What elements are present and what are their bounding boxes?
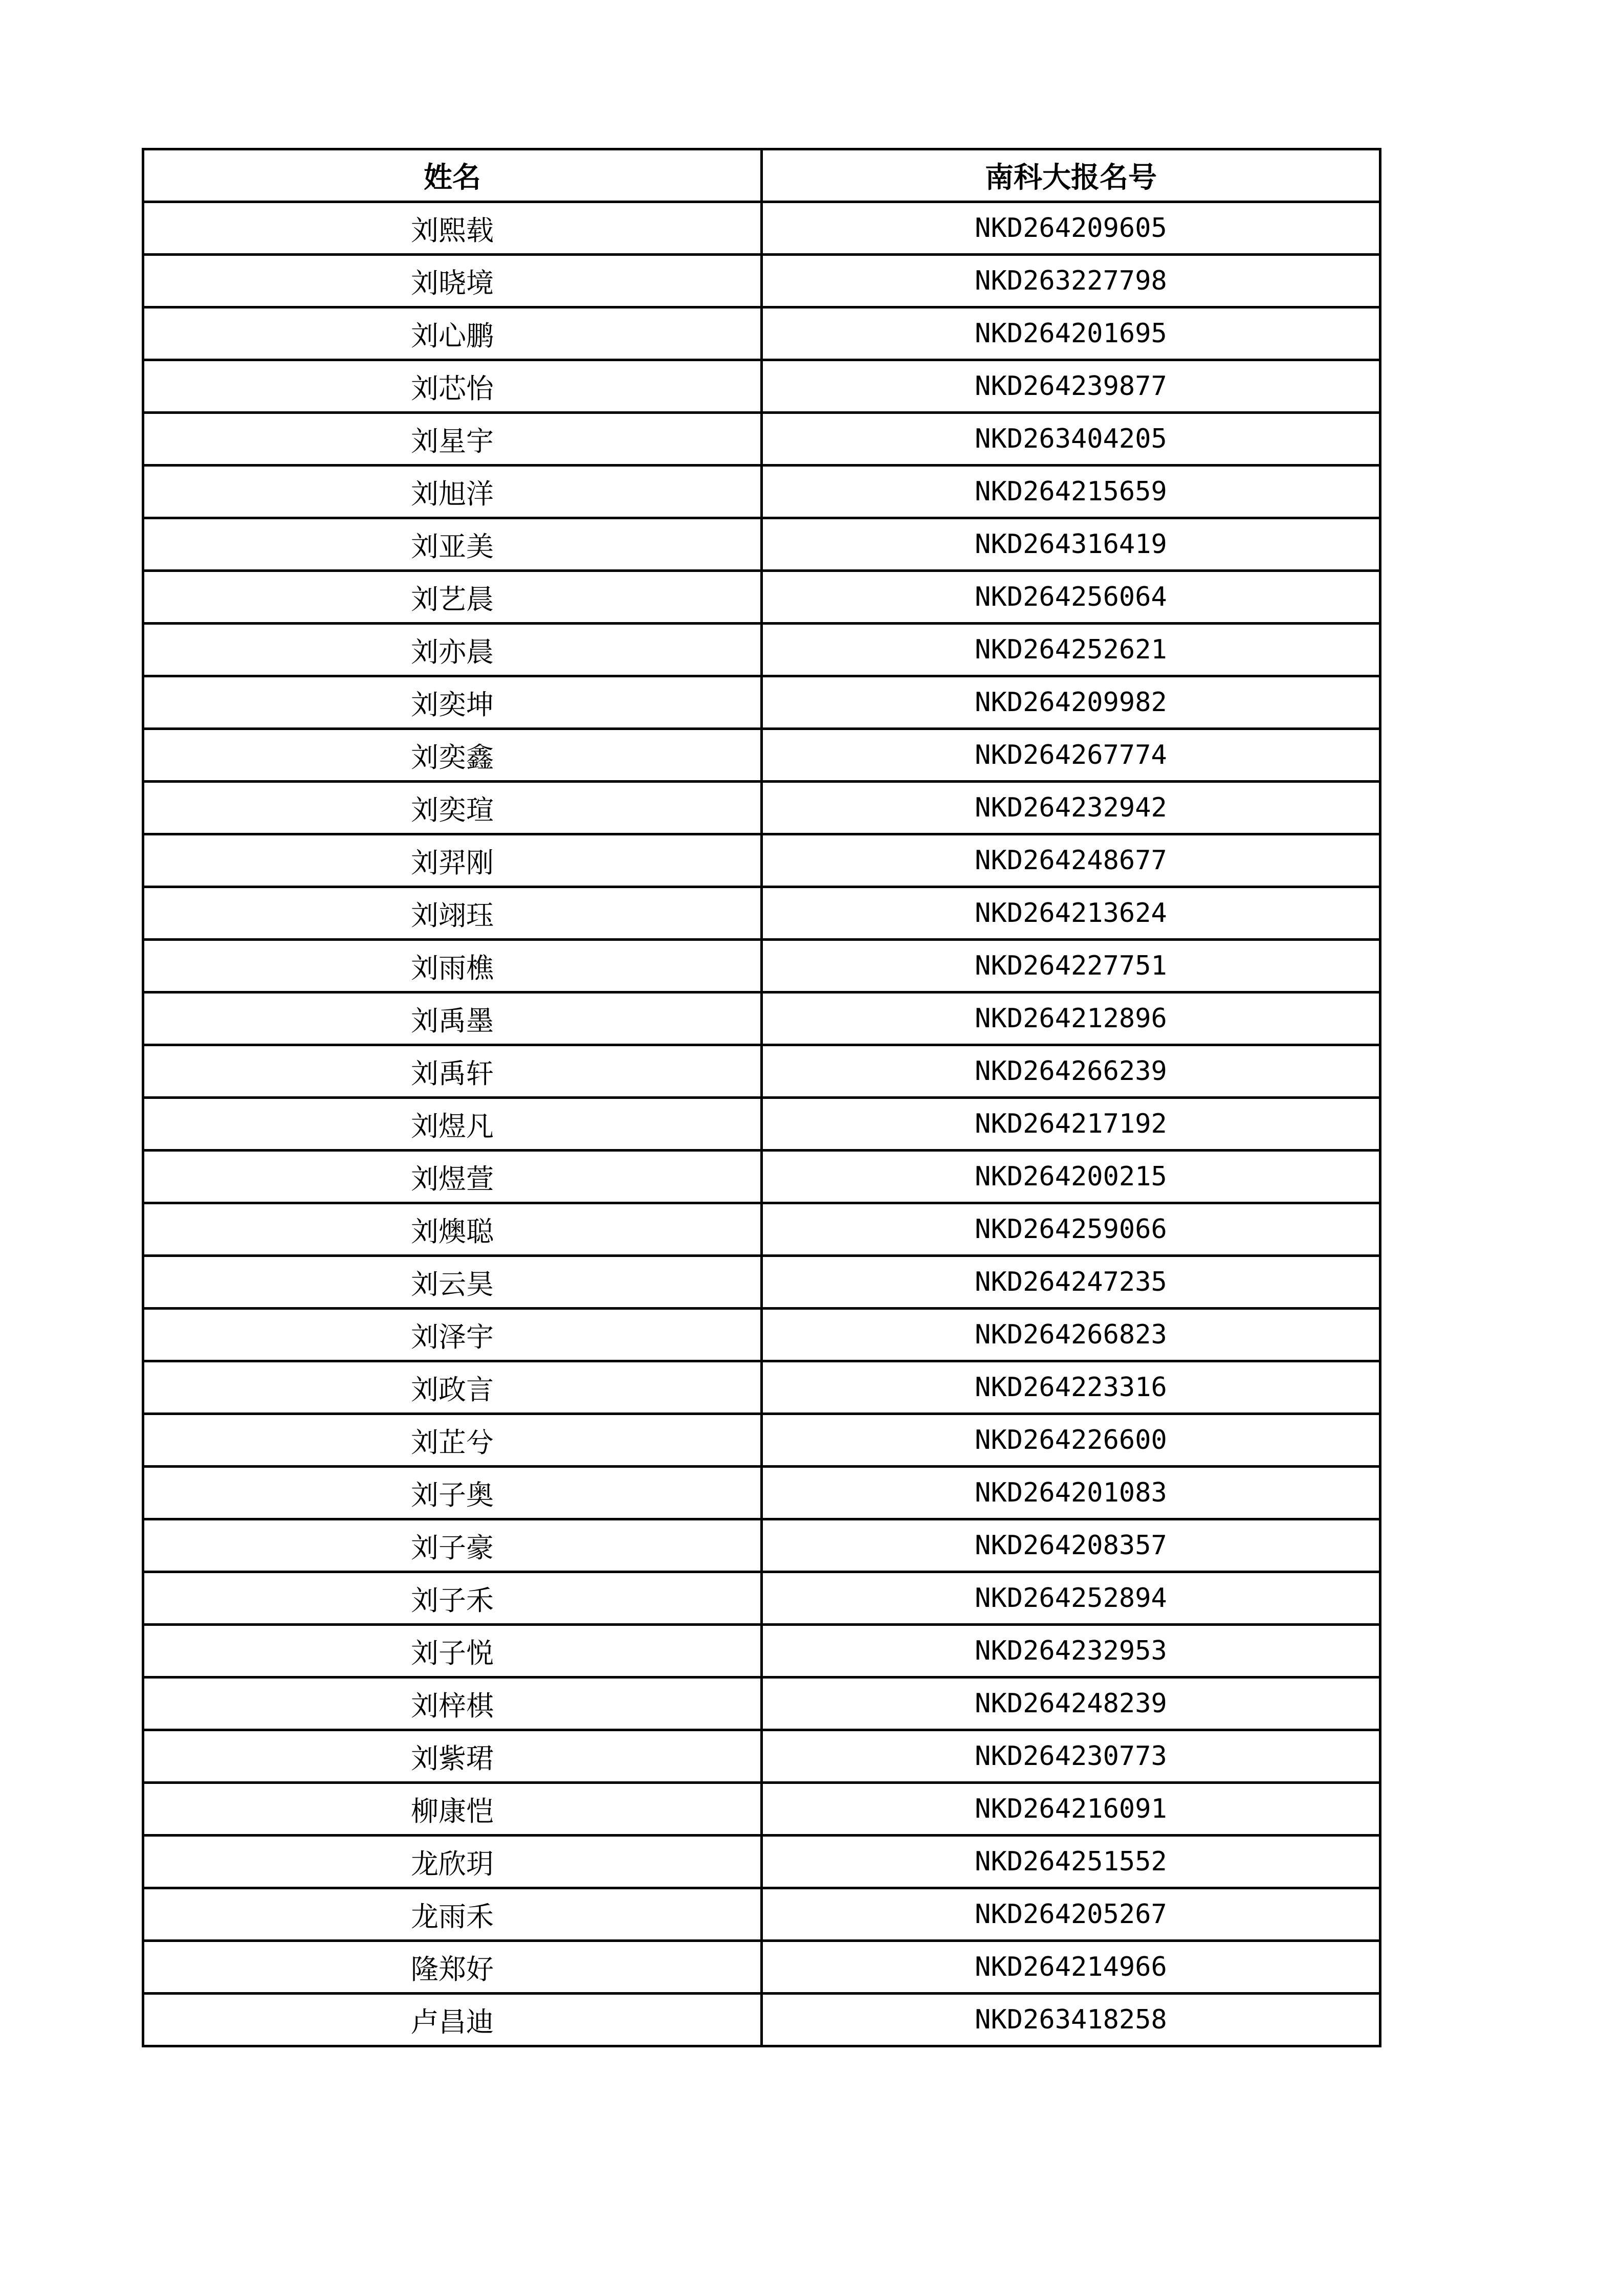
registration-number-cell: NKD264226600 (762, 1414, 1380, 1467)
table-row (143, 940, 1380, 992)
table-row (143, 624, 1380, 676)
student-name-cell: 隆郑好 (143, 1941, 762, 1994)
student-name-cell: 刘芯怡 (143, 360, 762, 413)
registration-number-cell: NKD264201695 (762, 307, 1380, 360)
student-name-cell: 刘煜凡 (143, 1098, 762, 1151)
table-row (143, 1625, 1380, 1677)
table-row (143, 992, 1380, 1045)
student-name-cell: 刘政言 (143, 1361, 762, 1414)
table-row (143, 1730, 1380, 1783)
student-name-cell: 刘煜萱 (143, 1151, 762, 1203)
student-name-cell: 刘旭洋 (143, 466, 762, 518)
student-name-cell: 刘心鹏 (143, 307, 762, 360)
table-row (143, 466, 1380, 518)
table-row (143, 1836, 1380, 1888)
registration-number-cell: NKD264209982 (762, 676, 1380, 729)
table-row (143, 202, 1380, 255)
registration-number-cell: NKD264208357 (762, 1519, 1380, 1572)
table-row (143, 1151, 1380, 1203)
table-row (143, 834, 1380, 887)
student-name-cell: 刘泽宇 (143, 1309, 762, 1361)
student-name-cell: 刘奕坤 (143, 676, 762, 729)
student-name-cell: 刘紫珺 (143, 1730, 762, 1783)
student-name-cell: 刘燠聪 (143, 1203, 762, 1256)
table-row (143, 1467, 1380, 1519)
student-name-cell: 刘禹墨 (143, 992, 762, 1045)
student-name-cell: 刘羿刚 (143, 834, 762, 887)
registration-number-cell: NKD264256064 (762, 571, 1380, 624)
student-name-cell: 刘奕瑄 (143, 782, 762, 834)
registration-number-cell: NKD264215659 (762, 466, 1380, 518)
student-name-cell: 龙雨禾 (143, 1888, 762, 1941)
table-row (143, 360, 1380, 413)
registration-number-cell: NKD264213624 (762, 887, 1380, 940)
registration-number-cell: NKD264214966 (762, 1941, 1380, 1994)
student-name-cell: 刘艺晨 (143, 571, 762, 624)
registration-number-cell: NKD264232942 (762, 782, 1380, 834)
registration-number-cell: NKD264232953 (762, 1625, 1380, 1677)
student-name-cell: 刘熙载 (143, 202, 762, 255)
table-body (143, 202, 1380, 2046)
student-name-cell: 刘星宇 (143, 413, 762, 466)
table-row (143, 307, 1380, 360)
registration-number-cell: NKD264259066 (762, 1203, 1380, 1256)
column-header-registration-number: 南科大报名号 (762, 149, 1380, 202)
table-row (143, 1045, 1380, 1098)
table-row (143, 1203, 1380, 1256)
registration-number-cell: NKD264223316 (762, 1361, 1380, 1414)
table-row (143, 887, 1380, 940)
table-row (143, 729, 1380, 782)
table-row (143, 1994, 1380, 2046)
registration-number-cell: NKD264266823 (762, 1309, 1380, 1361)
student-name-cell: 柳康恺 (143, 1783, 762, 1836)
registration-number-cell: NKD264209605 (762, 202, 1380, 255)
student-name-cell: 刘雨樵 (143, 940, 762, 992)
registration-number-cell: NKD264201083 (762, 1467, 1380, 1519)
student-name-cell: 刘翊珏 (143, 887, 762, 940)
column-header-name: 姓名 (143, 149, 762, 202)
student-name-cell: 刘子禾 (143, 1572, 762, 1625)
table-row (143, 676, 1380, 729)
table-row (143, 518, 1380, 571)
student-name-cell: 刘禹轩 (143, 1045, 762, 1098)
registration-number-cell: NKD263404205 (762, 413, 1380, 466)
student-name-cell: 刘亦晨 (143, 624, 762, 676)
table-row (143, 1783, 1380, 1836)
student-name-cell: 刘晓境 (143, 255, 762, 307)
student-name-cell: 刘子奥 (143, 1467, 762, 1519)
table-row (143, 1677, 1380, 1730)
registration-number-cell: NKD264200215 (762, 1151, 1380, 1203)
registration-number-cell: NKD264205267 (762, 1888, 1380, 1941)
registration-number-cell: NKD264248677 (762, 834, 1380, 887)
registration-number-cell: NKD264267774 (762, 729, 1380, 782)
registration-number-cell: NKD264248239 (762, 1677, 1380, 1730)
table-row (143, 1256, 1380, 1309)
student-name-cell: 刘子豪 (143, 1519, 762, 1572)
registration-number-cell: NKD264316419 (762, 518, 1380, 571)
student-name-cell: 卢昌迪 (143, 1994, 762, 2046)
student-name-cell: 刘子悦 (143, 1625, 762, 1677)
table-header-row (143, 149, 1380, 202)
student-name-cell: 刘奕鑫 (143, 729, 762, 782)
student-name-cell: 刘梓棋 (143, 1677, 762, 1730)
registration-number-cell: NKD264217192 (762, 1098, 1380, 1151)
table-row (143, 1361, 1380, 1414)
registration-number-cell: NKD264247235 (762, 1256, 1380, 1309)
registration-number-cell: NKD264227751 (762, 940, 1380, 992)
registration-table (142, 148, 1381, 2047)
registration-number-cell: NKD264252894 (762, 1572, 1380, 1625)
table-row (143, 1941, 1380, 1994)
table-row (143, 1098, 1380, 1151)
student-name-cell: 龙欣玥 (143, 1836, 762, 1888)
registration-number-cell: NKD264251552 (762, 1836, 1380, 1888)
student-name-cell: 刘云昊 (143, 1256, 762, 1309)
student-name-cell: 刘芷兮 (143, 1414, 762, 1467)
table-row (143, 255, 1380, 307)
table-row (143, 571, 1380, 624)
registration-number-cell: NKD264230773 (762, 1730, 1380, 1783)
registration-number-cell: NKD263418258 (762, 1994, 1380, 2046)
table-row (143, 1414, 1380, 1467)
table-row (143, 1519, 1380, 1572)
table-row (143, 1572, 1380, 1625)
table-row (143, 782, 1380, 834)
registration-number-cell: NKD264216091 (762, 1783, 1380, 1836)
registration-number-cell: NKD263227798 (762, 255, 1380, 307)
student-name-cell: 刘亚美 (143, 518, 762, 571)
table-row (143, 1309, 1380, 1361)
registration-number-cell: NKD264239877 (762, 360, 1380, 413)
registration-number-cell: NKD264212896 (762, 992, 1380, 1045)
registration-number-cell: NKD264266239 (762, 1045, 1380, 1098)
table-row (143, 413, 1380, 466)
registration-number-cell: NKD264252621 (762, 624, 1380, 676)
table-row (143, 1888, 1380, 1941)
